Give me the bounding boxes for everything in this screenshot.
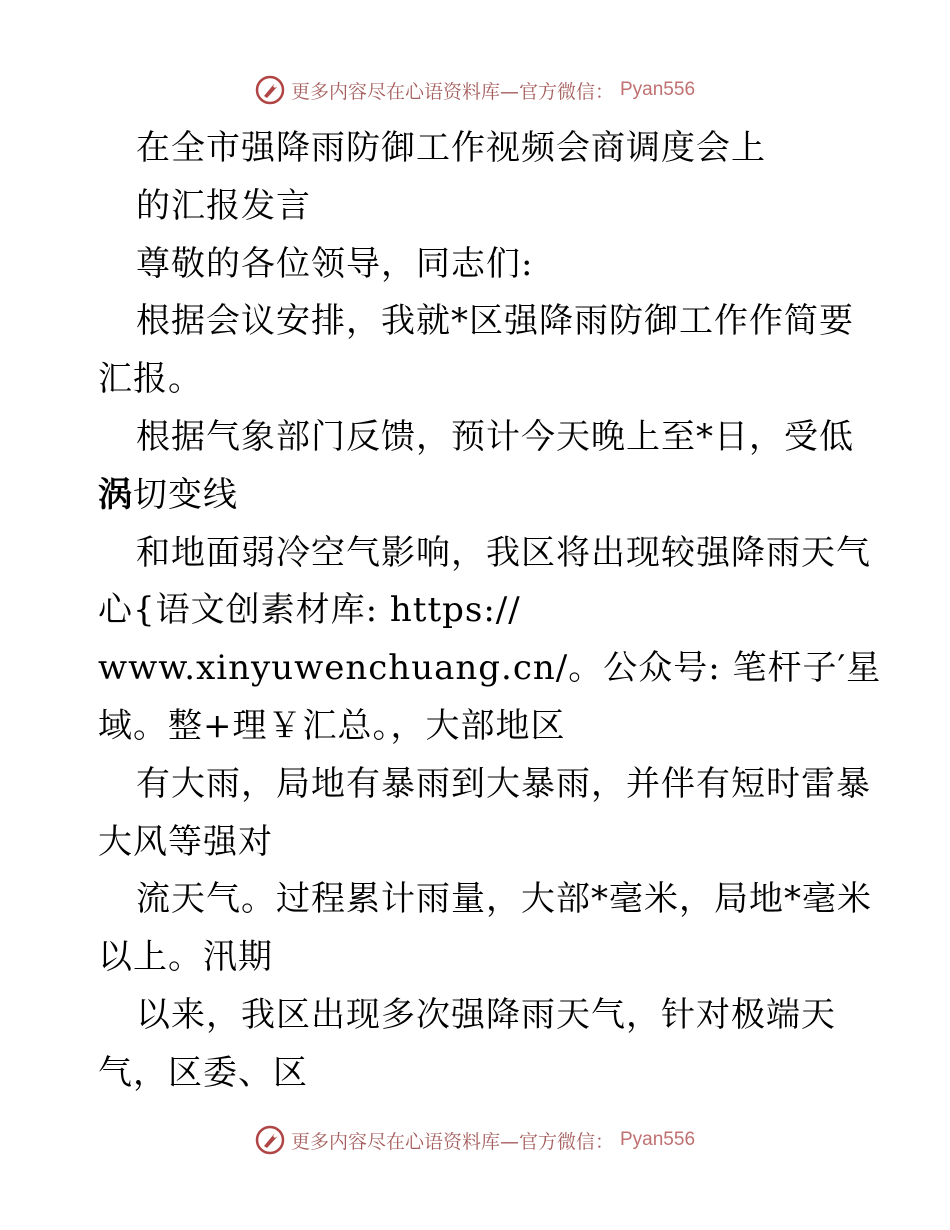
watermark-handle: Pyan556 [620,79,696,100]
title-line-2: 的汇报发言 [136,185,311,226]
salutation: 尊敬的各位领导，同志们: [136,243,534,284]
paragraph-line: 大风等强对 [98,821,273,862]
paragraph-line: 心{语文创素材库: https:// [98,590,521,631]
watermark-handle: Pyan556 [620,1129,696,1150]
paragraph-line: 流天气。过程累计雨量，大部*毫米，局地*毫米 [136,879,872,920]
paragraph-line: 域。整+理￥汇总。，大部地区 [98,705,566,746]
paragraph-line: 以来，我区出现多次强降雨天气，针对极端天 [136,994,836,1035]
pen-nib-logo-icon [255,1125,285,1155]
footer-watermark [0,1120,950,1160]
paragraph-line: 以上。汛期 [98,937,273,978]
paragraph-line: 和地面弱冷空气影响，我区将出现较强降雨天气 [136,532,871,573]
pen-nib-logo-icon [255,75,285,105]
header-watermark [0,70,950,110]
paragraph-line: 根据会议安排，我就*区强降雨防御工作作简要 [136,301,854,342]
title-line-1: 在全市强降雨防御工作视频会商调度会上 [136,128,766,168]
paragraph-line-text: 切变线 [133,474,238,515]
paragraph-line: 根据气象部门反馈，预计今天晚上至*日，受低 [136,416,854,457]
paragraph-line: 有大雨，局地有暴雨到大暴雨，并伴有短时雷暴 [136,763,871,804]
paragraph-line: 汇报。 [98,359,203,400]
paragraph-line [98,467,868,525]
watermark-text: 更多内容尽在心语资料库—官方微信： [290,80,614,103]
document-body [98,120,882,1103]
paragraph-line: 气，区委、区 [98,1052,308,1093]
watermark-text: 更多内容尽在心语资料库—官方微信： [290,1130,614,1153]
bold-character: 涡 [98,474,133,515]
paragraph-line: www.xinyuwenchuang.cn/。公众号: 笔杆子′星 [98,648,882,689]
